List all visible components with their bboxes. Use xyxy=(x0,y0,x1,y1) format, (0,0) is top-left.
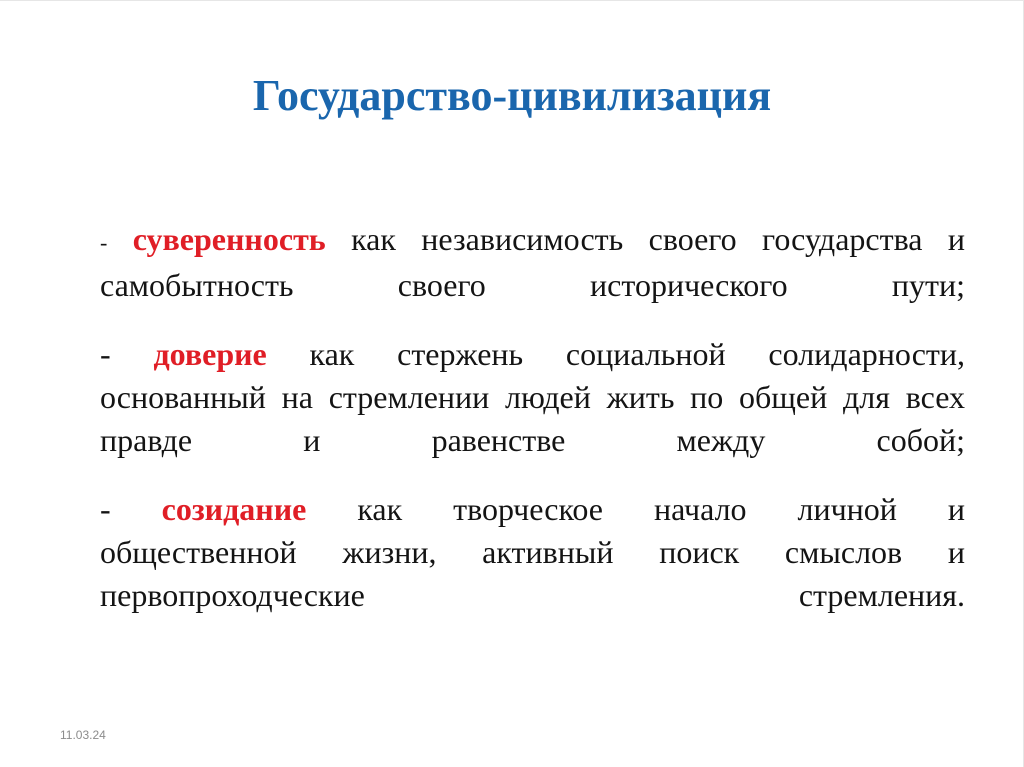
item-text-line: общественной жизни, активный поиск смыслов и xyxy=(100,534,965,570)
keyword-trust: доверие xyxy=(153,336,267,372)
item-dash: - xyxy=(100,336,111,372)
slide-title: Государство-цивилизация xyxy=(252,71,772,120)
list-item-creation xyxy=(100,488,965,617)
item-text-line: как творческое начало личной и xyxy=(357,491,965,527)
keyword-sovereignty: суверенность xyxy=(132,221,326,257)
item-text-line: как стержень социальной солидарности, xyxy=(309,336,966,372)
slide-body xyxy=(100,218,965,617)
list-item-trust xyxy=(100,333,965,462)
slide-date: 11.03.24 xyxy=(60,728,106,742)
item-dash: - xyxy=(100,230,108,255)
item-text-line: основанный на стремлении людей жить по общей для всех xyxy=(100,379,965,415)
slide-top-border xyxy=(0,0,1024,1)
item-text-line: самобытность своего исторического пути; xyxy=(100,267,965,303)
list-item-sovereignty xyxy=(100,218,965,307)
item-text-line: первопроходческие стремления. xyxy=(100,577,965,613)
item-dash: - xyxy=(100,491,111,527)
item-text-line: правде и равенстве между собой; xyxy=(100,422,965,458)
keyword-creation: созидание xyxy=(161,491,307,527)
item-text-line: как независимость своего государства и xyxy=(351,221,966,257)
